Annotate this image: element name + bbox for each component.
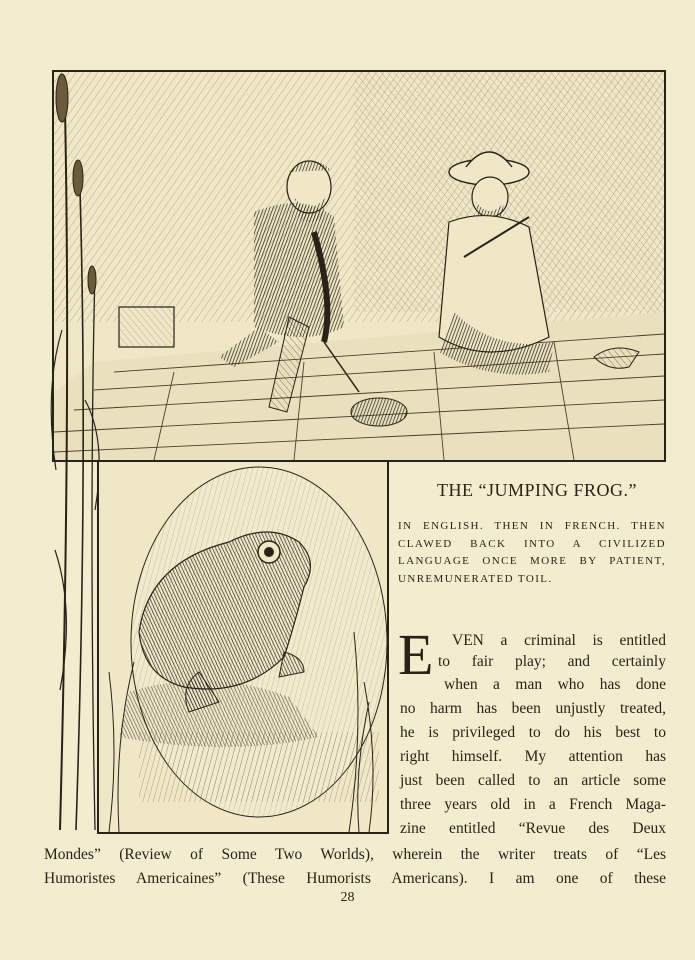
body-line-7: just been called to an article some — [400, 772, 666, 789]
body-line-3: when a man who has done — [444, 676, 666, 693]
frog-engraving-illustration — [97, 460, 389, 834]
body-line-1: VEN a criminal is entitled — [452, 632, 666, 649]
body-line-6: right himself. My attention has — [400, 748, 666, 765]
article-subtitle: IN ENGLISH. THEN IN FRENCH. THEN CLAWED BACK INTO A CIVILIZED LANGUAGE ONCE MORE BY PATIENT, UNREMUNERATED TOIL. — [398, 520, 666, 585]
article-title: THE “JUMPING FROG.” — [437, 480, 637, 500]
body-line-8: three years old in a French Maga- — [400, 796, 666, 813]
body-line-9: zine entitled “Revue des Deux — [400, 820, 666, 837]
body-line-5: he is privileged to do his best to — [400, 724, 666, 741]
drop-cap: E — [398, 622, 434, 687]
page-number: 28 — [340, 890, 355, 905]
body-line-10: Mondes” (Review of Some Two Worlds), wherein the writer treats of “Les — [44, 846, 666, 863]
top-engraving-illustration — [52, 70, 666, 462]
body-line-11: Humoristes Americaines” (These Humorists Americans). I am one of these — [44, 870, 666, 887]
body-line-2: to fair play; and certainly — [438, 653, 666, 670]
body-line-4: no harm has been unjustly treated, — [400, 700, 666, 717]
